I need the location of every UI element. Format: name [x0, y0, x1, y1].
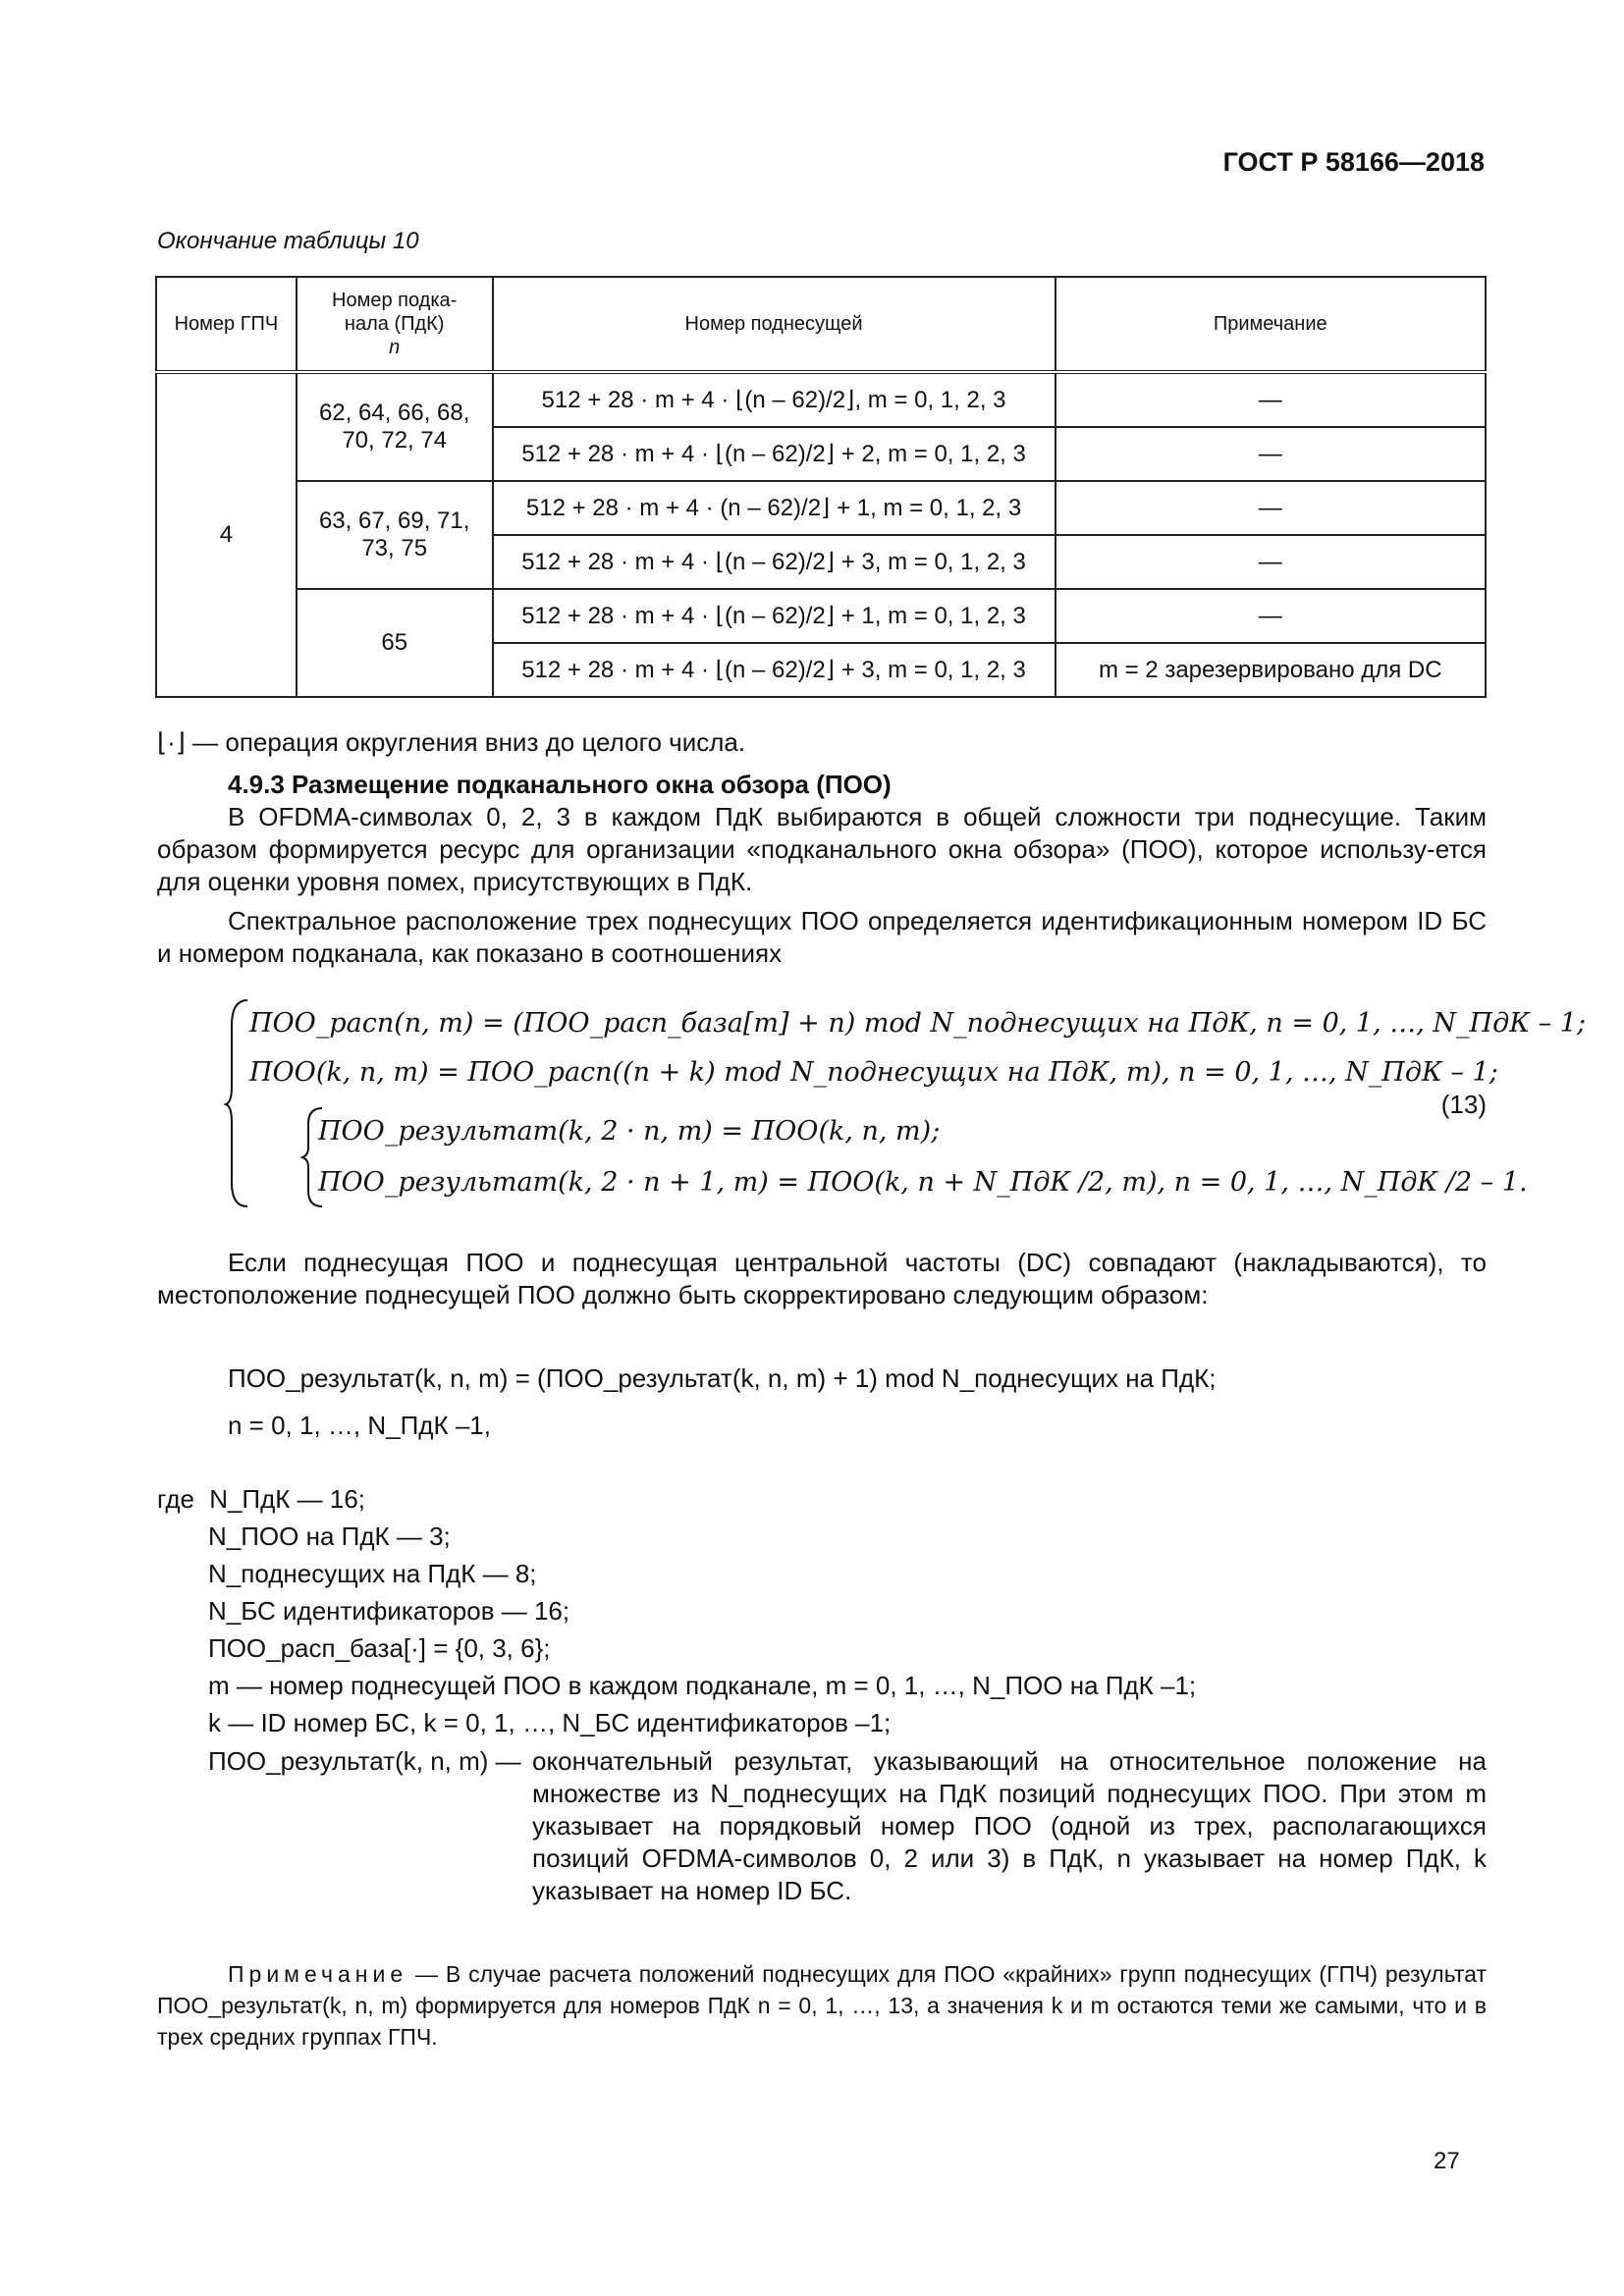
where-list [157, 1480, 1487, 1907]
page-number: 27 [1434, 2148, 1460, 2174]
note-cell: — [1056, 481, 1486, 535]
equation-line-3: ПОО_результат(k, 2 · n, m) = ПОО(k, n, m); [318, 1116, 941, 1147]
equation-dc-correction [228, 1355, 1485, 1449]
equation-number: (13) [1440, 1090, 1487, 1119]
table-header-row [156, 277, 1486, 372]
where-item: N_БС идентификаторов — 16; [208, 1596, 570, 1626]
col-header-note: Примечание [1056, 277, 1486, 372]
equation-line-4: ПОО_результат(k, 2 · n + 1, m) = ПОО(k, n + N_ПдК /2, m), n = 0, 1, …, N_ПдК /2 – 1. [318, 1167, 1528, 1198]
document-code: ГОСТ Р 58166—2018 [1222, 147, 1485, 177]
table-row [156, 481, 1486, 535]
where-term: ПОО_результат(k, n, m) — [208, 1746, 521, 1776]
subcarrier-cell: 512 + 28 · m + 4 · ⌊(n – 62)/2⌋, m = 0, 1, 2, 3 [493, 372, 1056, 427]
where-definition: окончательный результат, указывающий на относительное положение на множестве из N_поднесущих на ПдК позиций поднесущих ПОО. При этом m указывает на порядковый номер ПОО (одной из трех, располагающихся позиций OFDMA-символов 0, 2 или 3) в ПдК, n указывает на номер ПдК, k указывает на номер ID БС. [532, 1746, 1487, 1905]
col-header-pdk: Номер подка- нала (ПдК) n [297, 277, 493, 372]
paragraph-1: В OFDMA-символах 0, 2, 3 в каждом ПдК выбираются в общей сложности три поднесущие. Таким образом формируется ресурс для организации «подканального окна обзора» (ПОО), которое использу-ется для оценки уровня помех, присутствующих в ПдК. [157, 802, 1487, 896]
note-cell: — [1056, 372, 1486, 427]
gpch-cell: 4 [156, 372, 297, 697]
table-10 [155, 276, 1487, 698]
where-item: k — ID номер БС, k = 0, 1, …, N_БС идентификаторов –1; [208, 1708, 892, 1737]
equation2-line-1: ПОО_результат(k, n, m) = (ПОО_результат(k, n, m) + 1) mod N_поднесущих на ПдК; [228, 1363, 1217, 1393]
table-row [156, 372, 1486, 427]
note-cell: — [1056, 589, 1486, 643]
note-cell: — [1056, 427, 1486, 481]
pdk-cell: 63, 67, 69, 71, 73, 75 [297, 481, 493, 589]
subcarrier-cell: 512 + 28 · m + 4 · ⌊(n – 62)/2⌋ + 1, m = 0, 1, 2, 3 [493, 589, 1056, 643]
note-paragraph [157, 1958, 1487, 2053]
table-row [156, 589, 1486, 643]
col-header-gpch: Номер ГПЧ [156, 277, 297, 372]
section-title: 4.9.3 Размещение подканального окна обзора (ПОО) [228, 770, 892, 799]
equation-line-2: ПОО(k, n, m) = ПОО_расп((n + k) mod N_поднесущих на ПдК, m), n = 0, 1, …, N_ПдК – 1; [249, 1057, 1498, 1088]
note-label: Примечание [228, 1961, 408, 1987]
where-intro: где [157, 1484, 194, 1514]
where-item: N_поднесущих на ПдК — 8; [208, 1559, 537, 1588]
subcarrier-cell: 512 + 28 · m + 4 · (n – 62)/2⌋ + 1, m = 0, 1, 2, 3 [493, 481, 1056, 535]
paragraph-3: Если поднесущая ПОО и поднесущая центральной частоты (DC) совпадают (накладываются), то местоположение поднесущей ПОО должно быть скорректировано следующим образом: [157, 1248, 1487, 1309]
equation2-line-2: n = 0, 1, …, N_ПдК –1, [228, 1411, 491, 1440]
equation-13 [228, 996, 1587, 1212]
subcarrier-cell: 512 + 28 · m + 4 · ⌊(n – 62)/2⌋ + 3, m = 0, 1, 2, 3 [493, 535, 1056, 589]
note-cell: m = 2 зарезервировано для DC [1056, 643, 1486, 697]
note-cell: — [1056, 535, 1486, 589]
floor-operator-note: ⌊·⌋ — операция округления вниз до целого числа. [157, 727, 746, 757]
note-text: — В случае расчета положений поднесущих для ПОО «крайних» групп поднесущих (ГПЧ) результат ПОО_результат(k, n, m) формируется для номеров ПдК n = 0, 1, …, 13, а значения k и m остаются теми же самыми, что и в трех средних группах ГПЧ. [157, 1961, 1487, 2050]
col-header-subcarrier: Номер поднесущей [493, 277, 1056, 372]
where-item: где N_ПдК — 16; [157, 1484, 366, 1514]
subcarrier-cell: 512 + 28 · m + 4 · ⌊(n – 62)/2⌋ + 2, m = 0, 1, 2, 3 [493, 427, 1056, 481]
pdk-cell: 62, 64, 66, 68, 70, 72, 74 [297, 372, 493, 481]
paragraph-2: Спектральное расположение трех поднесущих ПОО определяется идентификационным номером ID БС и номером подканала, как показано в соотношениях [157, 906, 1487, 968]
pdk-cell: 65 [297, 589, 493, 697]
where-item: ПОО_расп_база[·] = {0, 3, 6}; [208, 1633, 551, 1663]
where-item: N_ПОО на ПдК — 3; [208, 1522, 451, 1551]
table-caption: Окончание таблицы 10 [157, 228, 419, 254]
where-item: m — номер поднесущей ПОО в каждом подканале, m = 0, 1, …, N_ПОО на ПдК –1; [208, 1671, 1197, 1700]
where-item-result [157, 1745, 1487, 1907]
subcarrier-cell: 512 + 28 · m + 4 · ⌊(n – 62)/2⌋ + 3, m = 0, 1, 2, 3 [493, 643, 1056, 697]
equation-line-1: ПОО_расп(n, m) = (ПОО_расп_база[m] + n) mod N_поднесущих на ПдК, n = 0, 1, …, N_ПдК – 1; [249, 1008, 1587, 1039]
